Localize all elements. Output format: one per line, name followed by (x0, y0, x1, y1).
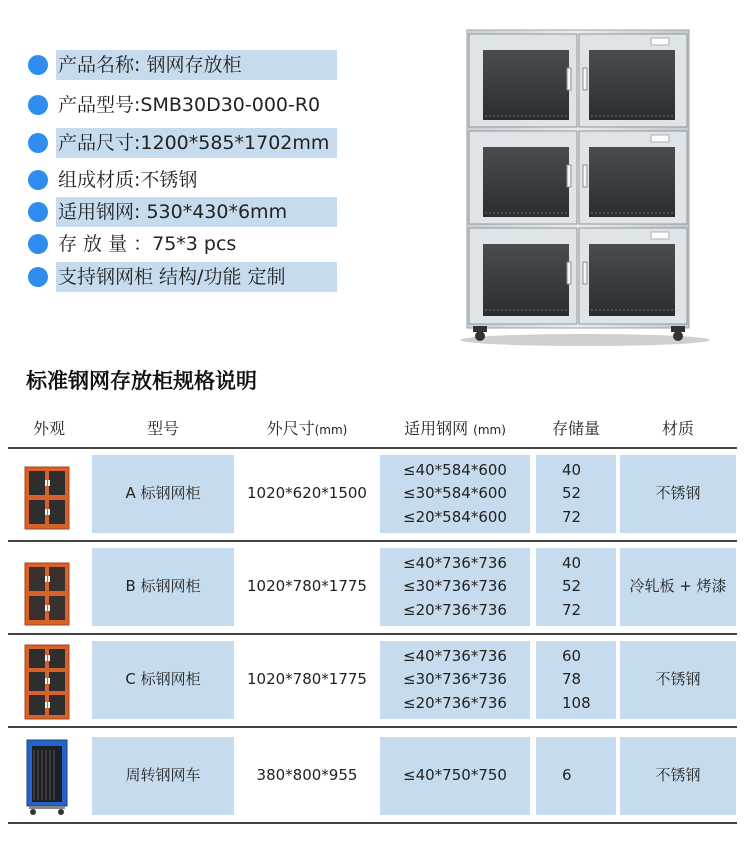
header-material: 材质 (661, 419, 694, 438)
header-model: 型号 (146, 419, 179, 438)
header-stencil (380, 416, 530, 442)
header-outer-size (236, 416, 378, 442)
capacity-value: 78 (562, 670, 582, 689)
stencil-value: ≤30*584*600 (403, 484, 507, 503)
model-cell: C 标钢网柜 (92, 641, 234, 719)
stencil-value: ≤20*736*736 (403, 693, 507, 712)
spec-text: 产品型号:SMB30D30-000-R0 (58, 94, 321, 116)
spec-text: 支持钢网柜 结构/功能 定制 (56, 262, 337, 292)
table-divider (8, 633, 737, 635)
stencil-cell (380, 548, 530, 626)
bullet-icon (28, 55, 48, 75)
size-cell: 1020*780*1775 (247, 670, 367, 689)
spec-item-capacity (28, 229, 242, 259)
capacity-value: 108 (562, 693, 591, 712)
capacity-value: 72 (562, 507, 582, 526)
material-cell: 不锈钢 (620, 641, 736, 719)
spec-item-name (28, 50, 337, 80)
capacity-cell (536, 548, 616, 626)
spec-text: 产品名称: 钢网存放柜 (56, 50, 337, 80)
capacity-value: 6 (562, 766, 572, 785)
material-cell: 不锈钢 (620, 737, 736, 815)
bullet-icon (28, 133, 48, 153)
bullet-icon (28, 95, 48, 115)
bullet-icon (28, 202, 48, 222)
table-title: 标准钢网存放柜规格说明 (26, 369, 257, 393)
capacity-value: 52 (562, 577, 582, 596)
table-divider (8, 822, 737, 824)
stencil-cart-thumbnail (24, 738, 70, 816)
spec-item-material (28, 165, 203, 195)
header-stencil-label: 适用钢网 (404, 419, 469, 438)
bullet-icon (28, 267, 48, 287)
stencil-cell (380, 455, 530, 533)
bullet-icon (28, 170, 48, 190)
bullet-icon (28, 234, 48, 254)
spec-item-model (28, 90, 326, 120)
stencil-cell (380, 641, 530, 719)
cabinet-c-thumbnail (24, 644, 70, 720)
capacity-cell (536, 641, 616, 719)
material-cell: 冷轧板 + 烤漆 (620, 548, 736, 626)
stencil-cell (380, 737, 530, 815)
stencil-value: ≤40*736*736 (403, 646, 507, 665)
spec-text: 适用钢网: 530*430*6mm (56, 197, 337, 227)
capacity-value: 40 (562, 460, 582, 479)
model-cell: B 标钢网柜 (92, 548, 234, 626)
size-cell: 380*800*955 (256, 766, 358, 785)
spec-text: 存 放 量 ：75*3 pcs (58, 233, 237, 255)
size-cell: 1020*620*1500 (247, 484, 367, 503)
stencil-value: ≤40*736*736 (403, 553, 507, 572)
capacity-value: 72 (562, 600, 582, 619)
stencil-value: ≤20*736*736 (403, 600, 507, 619)
capacity-value: 40 (562, 553, 582, 572)
stencil-value: ≤40*584*600 (403, 460, 507, 479)
capacity-cell (536, 455, 616, 533)
material-cell: 不锈钢 (620, 455, 736, 533)
model-cell: 周转钢网车 (92, 737, 234, 815)
capacity-value: 60 (562, 646, 582, 665)
spec-item-custom (28, 262, 337, 292)
cabinet-b-thumbnail (24, 562, 70, 626)
header-outer-size-unit: (mm) (314, 423, 348, 437)
size-cell: 1020*780*1775 (247, 577, 367, 596)
stencil-value: ≤40*750*750 (403, 766, 507, 785)
header-outer-size-label: 外尺寸 (266, 419, 315, 438)
cabinet-product-image (455, 28, 715, 348)
table-divider (8, 726, 737, 728)
header-appearance: 外观 (32, 419, 65, 438)
capacity-value: 52 (562, 484, 582, 503)
table-divider (8, 447, 737, 449)
cabinet-a-thumbnail (24, 466, 70, 530)
spec-text: 产品尺寸:1200*585*1702mm (56, 128, 337, 158)
stencil-value: ≤30*736*736 (403, 577, 507, 596)
table-divider (8, 540, 737, 542)
spec-item-size (28, 128, 337, 158)
stencil-value: ≤30*736*736 (403, 670, 507, 689)
header-capacity: 存储量 (551, 419, 600, 438)
stencil-value: ≤20*584*600 (403, 507, 507, 526)
header-stencil-unit: (mm) (473, 423, 506, 437)
spec-item-stencil (28, 197, 337, 227)
capacity-cell (536, 737, 616, 815)
spec-text: 组成材质:不锈钢 (58, 169, 198, 191)
model-cell: A 标钢网柜 (92, 455, 234, 533)
